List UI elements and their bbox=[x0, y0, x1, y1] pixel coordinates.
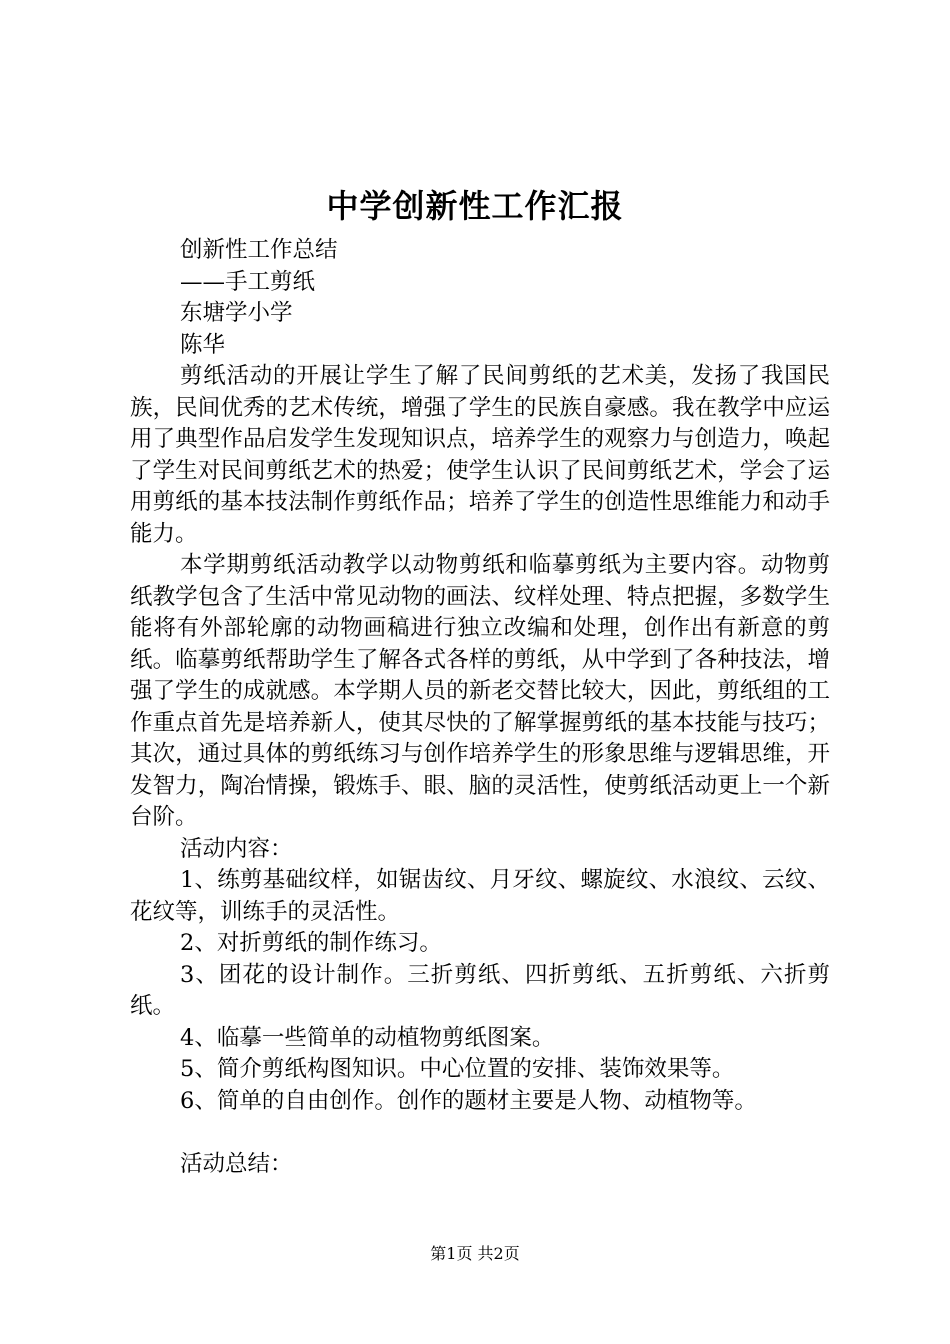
activity-item: 2、对折剪纸的制作练习。 bbox=[180, 930, 442, 956]
subtitle-line: 创新性工作总结 bbox=[180, 237, 338, 263]
author-name: 陈华 bbox=[180, 331, 226, 358]
paragraph: 剪纸活动的开展让学生了解了民间剪纸的艺术美，发扬了我国民族，民间优秀的艺术传统，增强了学生的民族自豪感。我在教学中应运用了典型作品启发学生发现知识点，培养学生的观察力与创造力，唤起了学生对民间剪纸艺术的热爱；使学生认识了民间剪纸艺术，学会了运用剪纸的基本技法制作剪纸作品；培养了学生的创造性思维能力和动手能力。 bbox=[130, 363, 830, 547]
activity-item: 1、练剪基础纹样，如锯齿纹、月牙纹、螺旋纹、水浪纹、云纹、花纹等，训练手的灵活性。 bbox=[130, 867, 830, 925]
school-name: 东塘学小学 bbox=[180, 300, 293, 326]
activity-item: 3、团花的设计制作。三折剪纸、四折剪纸、五折剪纸、六折剪纸。 bbox=[130, 961, 830, 1019]
subtitle-topic: ——手工剪纸 bbox=[180, 268, 316, 295]
paragraph: 本学期剪纸活动教学以动物剪纸和临摹剪纸为主要内容。动物剪纸教学包含了生活中常见动物的画法、纹样处理、特点把握，多数学生能将有外部轮廓的动物画稿进行独立改编和处理，创作出有新意的剪纸。临摹剪纸帮助学生了解各式各样的剪纸，从中学到了各种技法，增强了学生的成就感。本学期人员的新老交替比较大，因此，剪纸组的工作重点首先是培养新人，使其尽快的了解掌握剪纸的基本技能与技巧；其次，通过具体的剪纸练习与创作培养学生的形象思维与逻辑思维，开发智力，陶冶情操，锻炼手、眼、脑的灵活性，使剪纸活动更上一个新台阶。 bbox=[130, 552, 830, 830]
activity-heading: 活动内容： bbox=[180, 835, 293, 862]
document-body bbox=[130, 235, 830, 1180]
activity-item: 4、临摹一些简单的动植物剪纸图案。 bbox=[180, 1024, 555, 1051]
summary-heading: 活动总结： bbox=[180, 1150, 293, 1177]
activity-item: 6、简单的自由创作。创作的题材主要是人物、动植物等。 bbox=[180, 1087, 757, 1114]
activity-item: 5、简介剪纸构图知识。中心位置的安排、装饰效果等。 bbox=[180, 1056, 735, 1082]
blank-line bbox=[130, 1117, 830, 1149]
page-title: 中学创新性工作汇报 bbox=[326, 187, 624, 225]
page-number: 第1页 共2页 bbox=[430, 1244, 520, 1263]
